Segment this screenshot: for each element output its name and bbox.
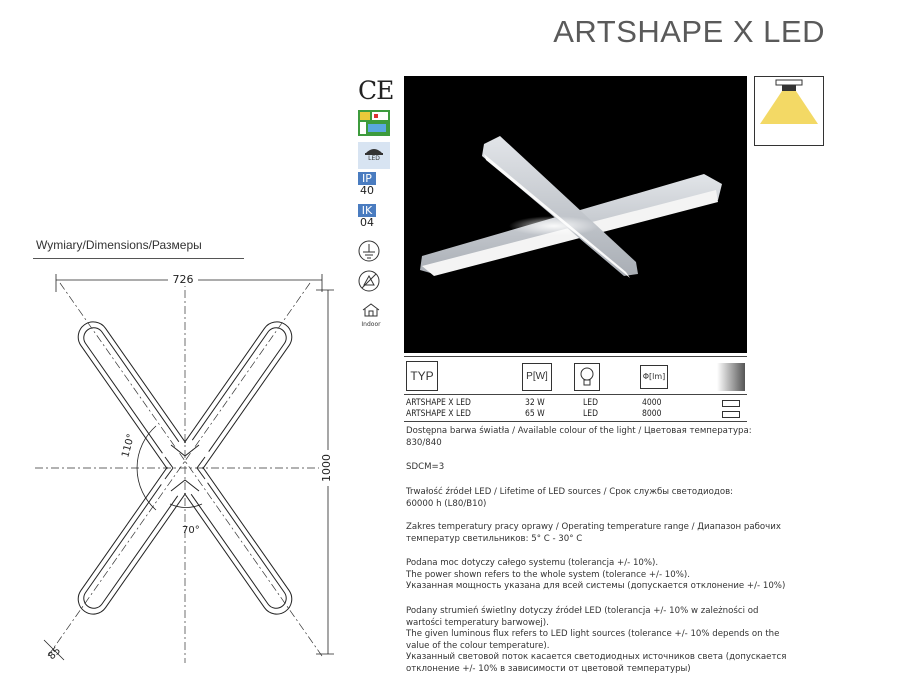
flux-header-icon: Φ[lm] [640,365,668,389]
arm-width-label: 85 [46,645,64,663]
angle-top-label: 110° [120,432,138,459]
height-dimension: 1000 [320,454,333,482]
finish-swatch-white [722,411,740,418]
technical-drawing [30,268,350,668]
lifetime-note: Trwałość źródeł LED / Lifetime of LED sources / Срок службы светодиодов: 60000 h (L80/B10) [406,487,734,509]
power-note: Podana moc dotyczy całego systemu (tolerancja +/- 10%). The power shown refers to the whole system (tolerance +/- 10%). Указанная мощность указана для всей системы (допускается отклонение +/- 10%) [406,558,786,591]
protection-class-icon [358,240,380,266]
power-header-icon: P[W] [522,363,552,391]
light-distribution-icon [754,76,824,146]
indoor-icon: Indoor [358,302,384,328]
certificate-icon [358,110,390,140]
product-title: ARTSHAPE X LED [553,14,825,49]
ce-mark-icon: CE [358,76,394,105]
bulb-header-icon [574,363,600,395]
colour-note: Dostępna barwa światła / Available colour of the light / Цветовая температура: 830/840 [406,426,752,448]
led-source-icon: LED [358,142,390,169]
ik-rating-icon: IK 04 [360,204,374,229]
no-covering-icon [358,270,380,296]
ip-rating-icon: IP 40 [360,172,374,197]
dimensions-label: Wymiary/Dimensions/Размеры [36,238,202,252]
table-bottom-line [404,421,747,422]
table-mid-line [404,394,747,395]
sdcm-note: SDCM=3 [406,462,445,472]
width-dimension: 726 [172,273,194,286]
finish-header-icon [717,363,745,391]
spec-table-header [404,357,747,393]
temperature-note: Zakres temperatury pracy oprawy / Operating temperature range / Диапазон рабочих температур светильников: 5° C - 30° C [406,522,781,544]
type-header-icon: TYP [406,361,438,391]
flux-note: Podany strumień świetlny dotyczy źródeł LED (tolerancja +/- 10% w zależności od wartości temperatury barwowej). The given luminous flux refers to LED light sources (tolerance +/- 10% depends on the value of the colour temperature). Указанный световой поток касается светодиодных источников света (допускается отклонение +/- 10% в зависимости от цветовой температуры) [406,606,787,674]
product-photo [404,76,747,353]
angle-bottom-label: 70° [182,525,200,536]
finish-swatch-white [722,400,740,407]
dimensions-underline [33,258,244,259]
